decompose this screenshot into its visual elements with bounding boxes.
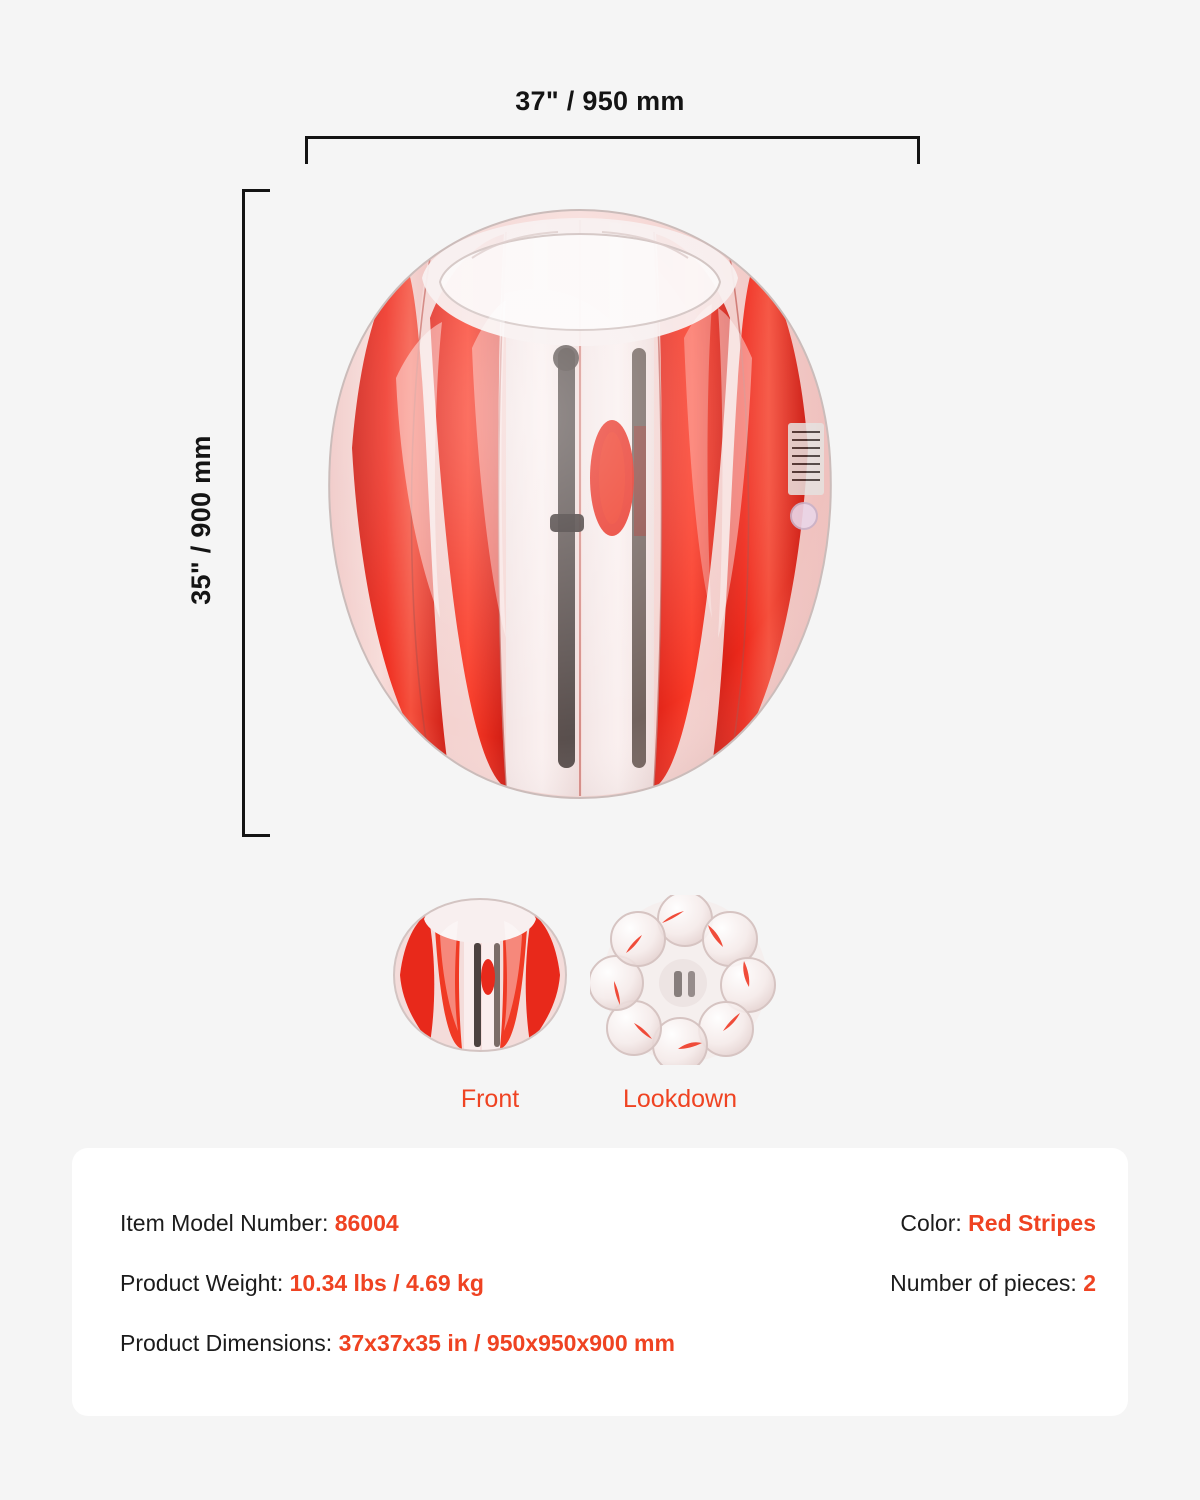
thumbnail-caption-lookdown: Lookdown bbox=[623, 1085, 737, 1113]
thumbnail-caption-front: Front bbox=[460, 1085, 520, 1113]
spec-dimensions-value: 37x37x35 in / 950x950x900 mm bbox=[338, 1330, 675, 1356]
spec-pieces-value: 2 bbox=[1083, 1270, 1096, 1296]
spec-model-label: Item Model Number: bbox=[120, 1210, 329, 1236]
spec-color-row bbox=[900, 1210, 1096, 1237]
width-bracket-line bbox=[305, 136, 920, 139]
width-dimension-bracket bbox=[305, 136, 920, 164]
spec-color-label: Color: bbox=[900, 1210, 962, 1236]
height-bracket-tick-top bbox=[242, 189, 270, 192]
spec-color-value: Red Stripes bbox=[968, 1210, 1096, 1236]
thumbnail-lookdown[interactable] bbox=[590, 895, 770, 1055]
width-bracket-tick-right bbox=[917, 136, 920, 164]
spec-model-row bbox=[120, 1210, 399, 1237]
height-dimension-label: 35" / 900 mm bbox=[186, 435, 216, 605]
spec-pieces-row bbox=[890, 1270, 1096, 1297]
thumbnail-front[interactable] bbox=[390, 895, 570, 1055]
height-bracket-line bbox=[242, 189, 245, 837]
spec-weight-value: 10.34 lbs / 4.69 kg bbox=[289, 1270, 484, 1296]
product-main-image bbox=[300, 170, 860, 840]
height-dimension-bracket bbox=[242, 189, 270, 837]
spec-weight-label: Product Weight: bbox=[120, 1270, 284, 1296]
width-dimension-label: 37" / 950 mm bbox=[515, 86, 685, 116]
specification-card bbox=[72, 1148, 1128, 1416]
spec-pieces-label: Number of pieces: bbox=[890, 1270, 1077, 1296]
spec-dimensions-row bbox=[120, 1330, 675, 1357]
spec-dimensions-label: Product Dimensions: bbox=[120, 1330, 333, 1356]
height-bracket-tick-bottom bbox=[242, 834, 270, 837]
width-bracket-tick-left bbox=[305, 136, 308, 164]
spec-model-value: 86004 bbox=[334, 1210, 399, 1236]
spec-weight-row bbox=[120, 1270, 484, 1297]
